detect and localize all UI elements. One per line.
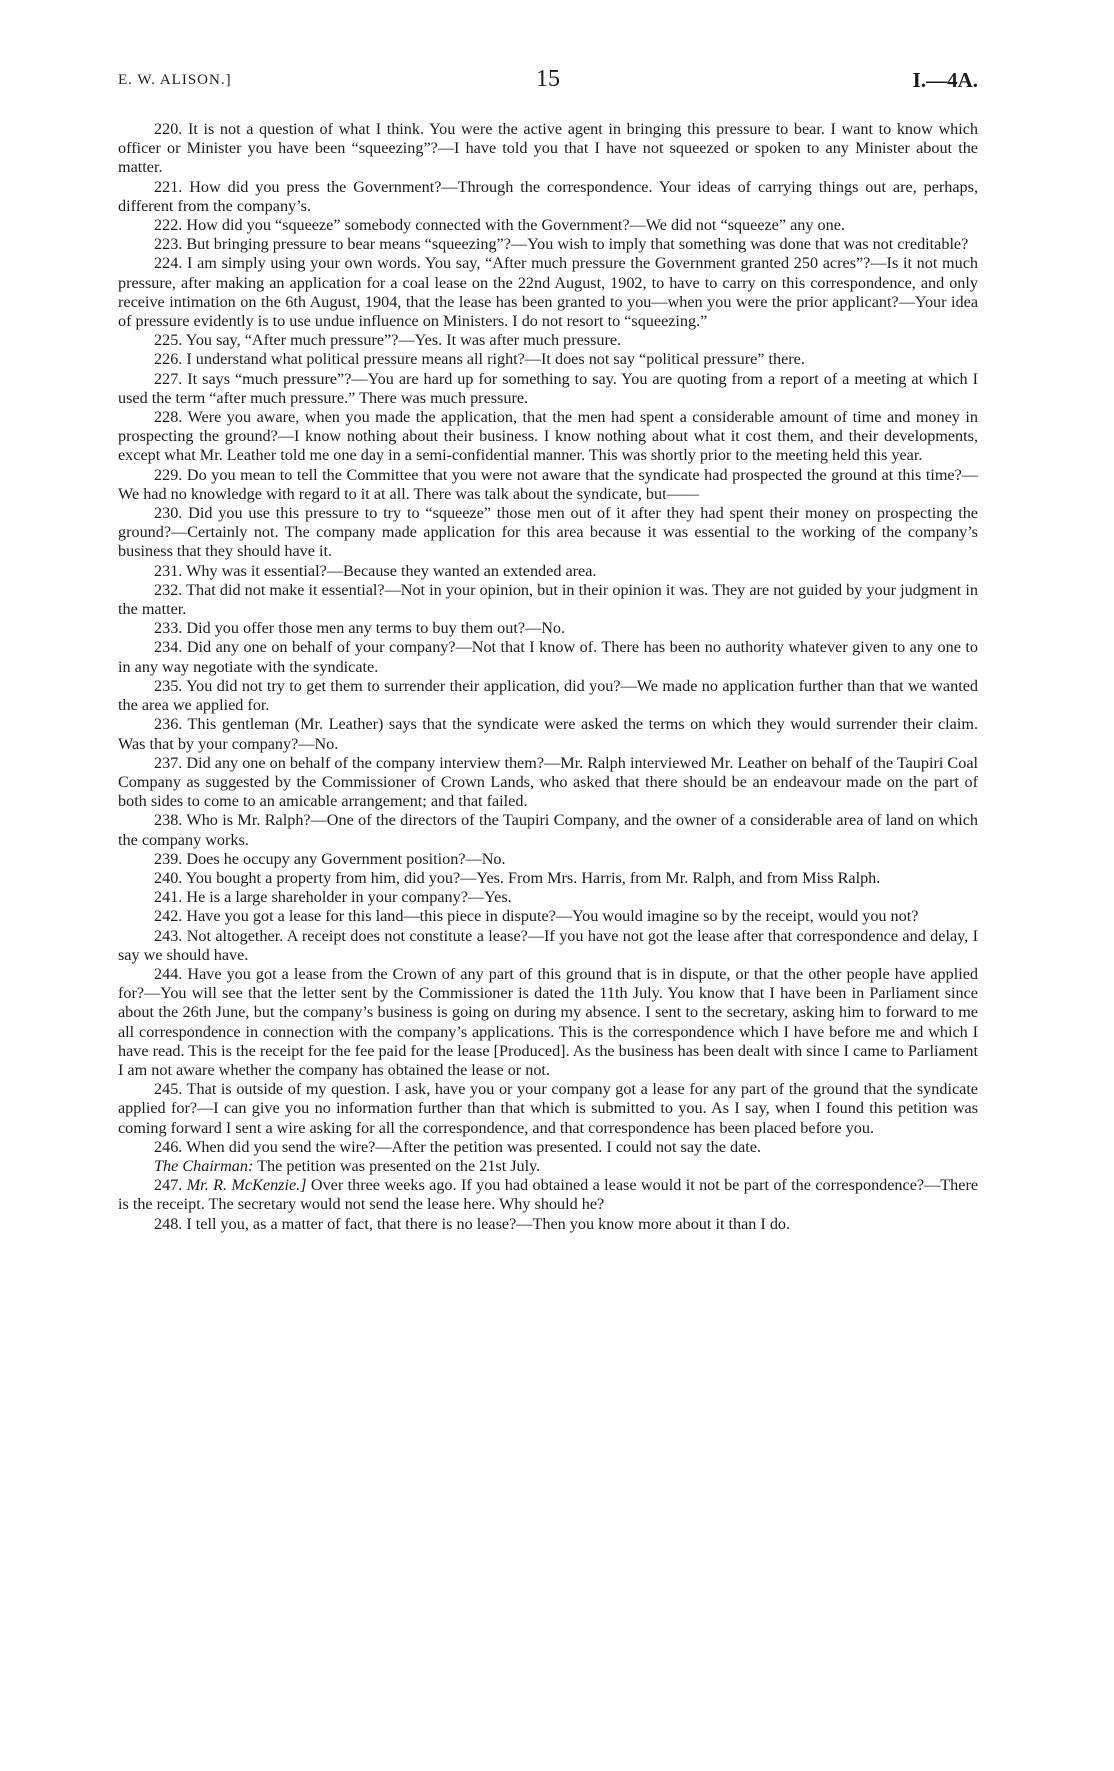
paragraph-246: 246. When did you send the wire?—After the petition was presented. I could not say the date. [154, 1137, 762, 1156]
paragraph-chairman [118, 1157, 978, 1176]
chairman-statement: The petition was presented on the 21st July. [257, 1156, 541, 1175]
paragraph-243: 243. Not altogether. A receipt does not constitute a lease?—If you have not got the lease after that correspondence and delay, I say we should have. [118, 926, 978, 964]
mckenzie-statement: Over three weeks ago. If you had obtained a lease would it not be part of the correspondence?—There is the receipt. The secretary would not send the lease here. Why should he? [118, 1176, 979, 1214]
evidence-text [118, 120, 978, 1234]
paragraph-221: 221. How did you press the Government?—Through the correspondence. Your ideas of carrying things out are, perhaps, different from the company’s. [118, 177, 978, 215]
paragraph-245: 245. That is outside of my question. I ask, have you or your company got a lease for any part of the ground that the syndicate applied for?—I can give you no information further than that which is submitted to you. As I say, when I found this petition was coming forward I sent a wire asking for all the correspondence, and that correspondence has been placed before you. [118, 1080, 978, 1137]
paragraph-237: 237. Did any one on behalf of the company interview them?—Mr. Ralph interviewed Mr. Leather on behalf of the Taupiri Coal Company as suggested by the Commissioner of Crown Lands, who asked that there should be an endeavour made on the part of both sides to come to an amicable arrangement; and that failed. [118, 753, 978, 811]
paper-reference: I.—4A. [912, 68, 978, 92]
paragraph-220: 220. It is not a question of what I think. You were the active agent in bringing this pressure to bear. I want to know which officer or Minister you have been “squeezing”?—I have told you that I have not squeezed or spoken to any Minister about the matter. [118, 120, 978, 177]
witness-name: E. W. ALISON.] [118, 72, 232, 88]
paragraph-222: 222. How did you “squeeze” somebody connected with the Government?—We did not “squeeze” any one. [154, 216, 845, 235]
paragraph-226: 226. I understand what political pressure means all right?—It does not say “political pressure” there. [154, 350, 805, 369]
paragraph-241: 241. He is a large shareholder in your company?—Yes. [154, 888, 512, 907]
paragraph-242: 242. Have you got a lease for this land—this piece in dispute?—You would imagine so by the receipt, would you not? [154, 907, 919, 926]
paragraph-236: 236. This gentleman (Mr. Leather) says that the syndicate were asked the terms on which they would surrender their claim. Was that by your company?—No. [118, 715, 978, 753]
page-header [118, 66, 978, 112]
paragraph-244: 244. Have you got a lease from the Crown of any part of this ground that is in dispute, or that the other people have applied for?—You will see that the letter sent by the Commissioner is dated the 11th July. You know that I have been in Parliament since about the 26th June, but the company’s business is going on during my absence. I sent to the secretary, asking him to forward to me all correspondence in connection with the company’s applications. This is the correspondence which I have before me and which I have read. This is the receipt for the fee paid for the lease [Produced]. As the business has been dealt with since I came to Parliament I am not aware whether the company has obtained the lease or not. [118, 964, 978, 1079]
paragraph-231: 231. Why was it essential?—Because they wanted an extended area. [154, 561, 597, 580]
paragraph-225: 225. You say, “After much pressure”?—Yes. It was after much pressure. [154, 331, 622, 350]
paragraph-232: 232. That did not make it essential?—Not in your opinion, but in their opinion it was. They are not guided by your judgment in the matter. [118, 580, 978, 619]
paragraph-228: 228. Were you aware, when you made the application, that the men had spent a considerable amount of time and money in prospecting the ground?—I know nothing about their business. I know nothing about what it cost them, and their developments, except what Mr. Leather told me one day in a semi-confidential manner. This was shortly prior to the meeting held this year. [118, 408, 978, 465]
paragraph-230: 230. Did you use this pressure to try to “squeeze” those men out of it after they had spent their money on prospecting the ground?—Certainly not. The company made application for this area because it was essential to the working of the company’s business that they should have it. [118, 504, 978, 561]
page-number: 15 [536, 66, 560, 92]
speaker-chairman: The Chairman: [154, 1156, 254, 1175]
paragraph-223: 223. But bringing pressure to bear means “squeezing”?—You wish to imply that something was done that was not creditable? [154, 235, 969, 254]
paragraph-248: 248. I tell you, as a matter of fact, that there is no lease?—Then you know more about it than I do. [154, 1214, 791, 1233]
speaker-mckenzie: Mr. R. McKenzie.] [186, 1176, 307, 1195]
paragraph-247 [118, 1176, 978, 1214]
paragraph-229: 229. Do you mean to tell the Committee that you were not aware that the syndicate had prospected the ground at this time?—We had no knowledge with regard to it at all. There was talk about the syndicate, but—— [118, 465, 978, 503]
paragraph-240: 240. You bought a property from him, did you?—Yes. From Mrs. Harris, from Mr. Ralph, and from Miss Ralph. [154, 868, 881, 887]
paragraph-239: 239. Does he occupy any Government position?—No. [154, 849, 506, 868]
paragraph-233: 233. Did you offer those men any terms to buy them out?—No. [154, 619, 566, 638]
paragraph-234: 234. Did any one on behalf of your company?—Not that I know of. There has been no authority whatever given to any one to in any way negotiate with the syndicate. [118, 638, 978, 676]
paragraph-224: 224. I am simply using your own words. You say, “After much pressure the Government granted 250 acres”?—Is it not much pressure, after making an application for a coal lease on the 22nd August, 1902, to have to carry on this correspondence, and only receive intimation on the 6th August, 1904, that the lease has been granted to you—when you were the prior applicant?—Your idea of pressure evidently is to use undue influence on Ministers. I do not resort to “squeezing.” [118, 254, 978, 331]
question-number: 247. [154, 1176, 183, 1195]
paragraph-238: 238. Who is Mr. Ralph?—One of the directors of the Taupiri Company, and the owner of a considerable area of land on which the company works. [118, 811, 978, 849]
paragraph-227: 227. It says “much pressure”?—You are hard up for something to say. You are quoting from a report of a meeting at which I used the term “after much pressure.” There was much pressure. [118, 369, 978, 407]
paragraph-235: 235. You did not try to get them to surrender their application, did you?—We made no application further than that we wanted the area we applied for. [118, 676, 978, 715]
